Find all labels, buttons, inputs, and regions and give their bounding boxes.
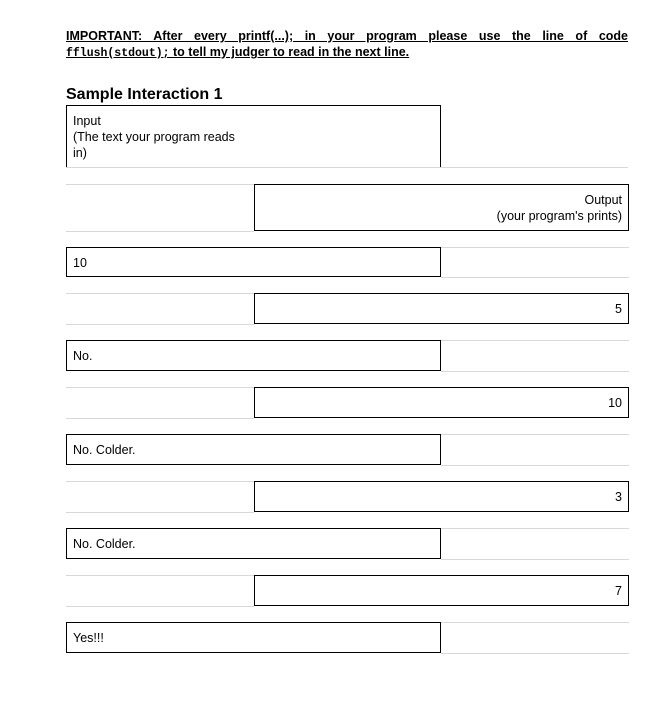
- row-divider: [441, 434, 629, 435]
- row-divider: [441, 465, 629, 466]
- row-divider: [66, 184, 254, 185]
- input-header-box: Input (The text your program reads in): [66, 105, 441, 168]
- notice-line-1: IMPORTANT: After every printf(...); in your program please use the line of code: [66, 29, 628, 43]
- output-header-box: Output (your program's prints): [254, 184, 629, 231]
- input-cell: No.: [66, 340, 441, 371]
- row-divider: [441, 559, 629, 560]
- row-divider: [66, 167, 628, 168]
- row-divider: [66, 606, 254, 607]
- output-cell: 10: [254, 387, 629, 418]
- row-divider: [441, 528, 629, 529]
- row-divider: [66, 231, 254, 232]
- output-cell: 5: [254, 293, 629, 324]
- row-divider: [441, 340, 629, 341]
- row-divider: [441, 371, 629, 372]
- row-divider: [441, 622, 629, 623]
- notice-code: fflush(stdout);: [66, 47, 170, 60]
- row-divider: [441, 277, 629, 278]
- row-divider: [66, 512, 254, 513]
- row-divider: [66, 575, 254, 576]
- row-divider: [66, 481, 254, 482]
- output-cell: 7: [254, 575, 629, 606]
- row-divider: [66, 324, 254, 325]
- row-divider: [66, 418, 254, 419]
- input-cell: 10: [66, 247, 441, 277]
- row-divider: [441, 653, 629, 654]
- row-divider: [66, 387, 254, 388]
- row-divider: [441, 247, 629, 248]
- section-heading: Sample Interaction 1: [66, 86, 223, 103]
- input-cell: Yes!!!: [66, 622, 441, 653]
- input-cell: No. Colder.: [66, 434, 441, 465]
- important-notice: [66, 28, 628, 62]
- input-cell: No. Colder.: [66, 528, 441, 559]
- row-divider: [66, 293, 254, 294]
- output-cell: 3: [254, 481, 629, 512]
- notice-line-2: [66, 44, 628, 62]
- notice-line-2-text: to tell my judger to read in the next line.: [169, 45, 410, 59]
